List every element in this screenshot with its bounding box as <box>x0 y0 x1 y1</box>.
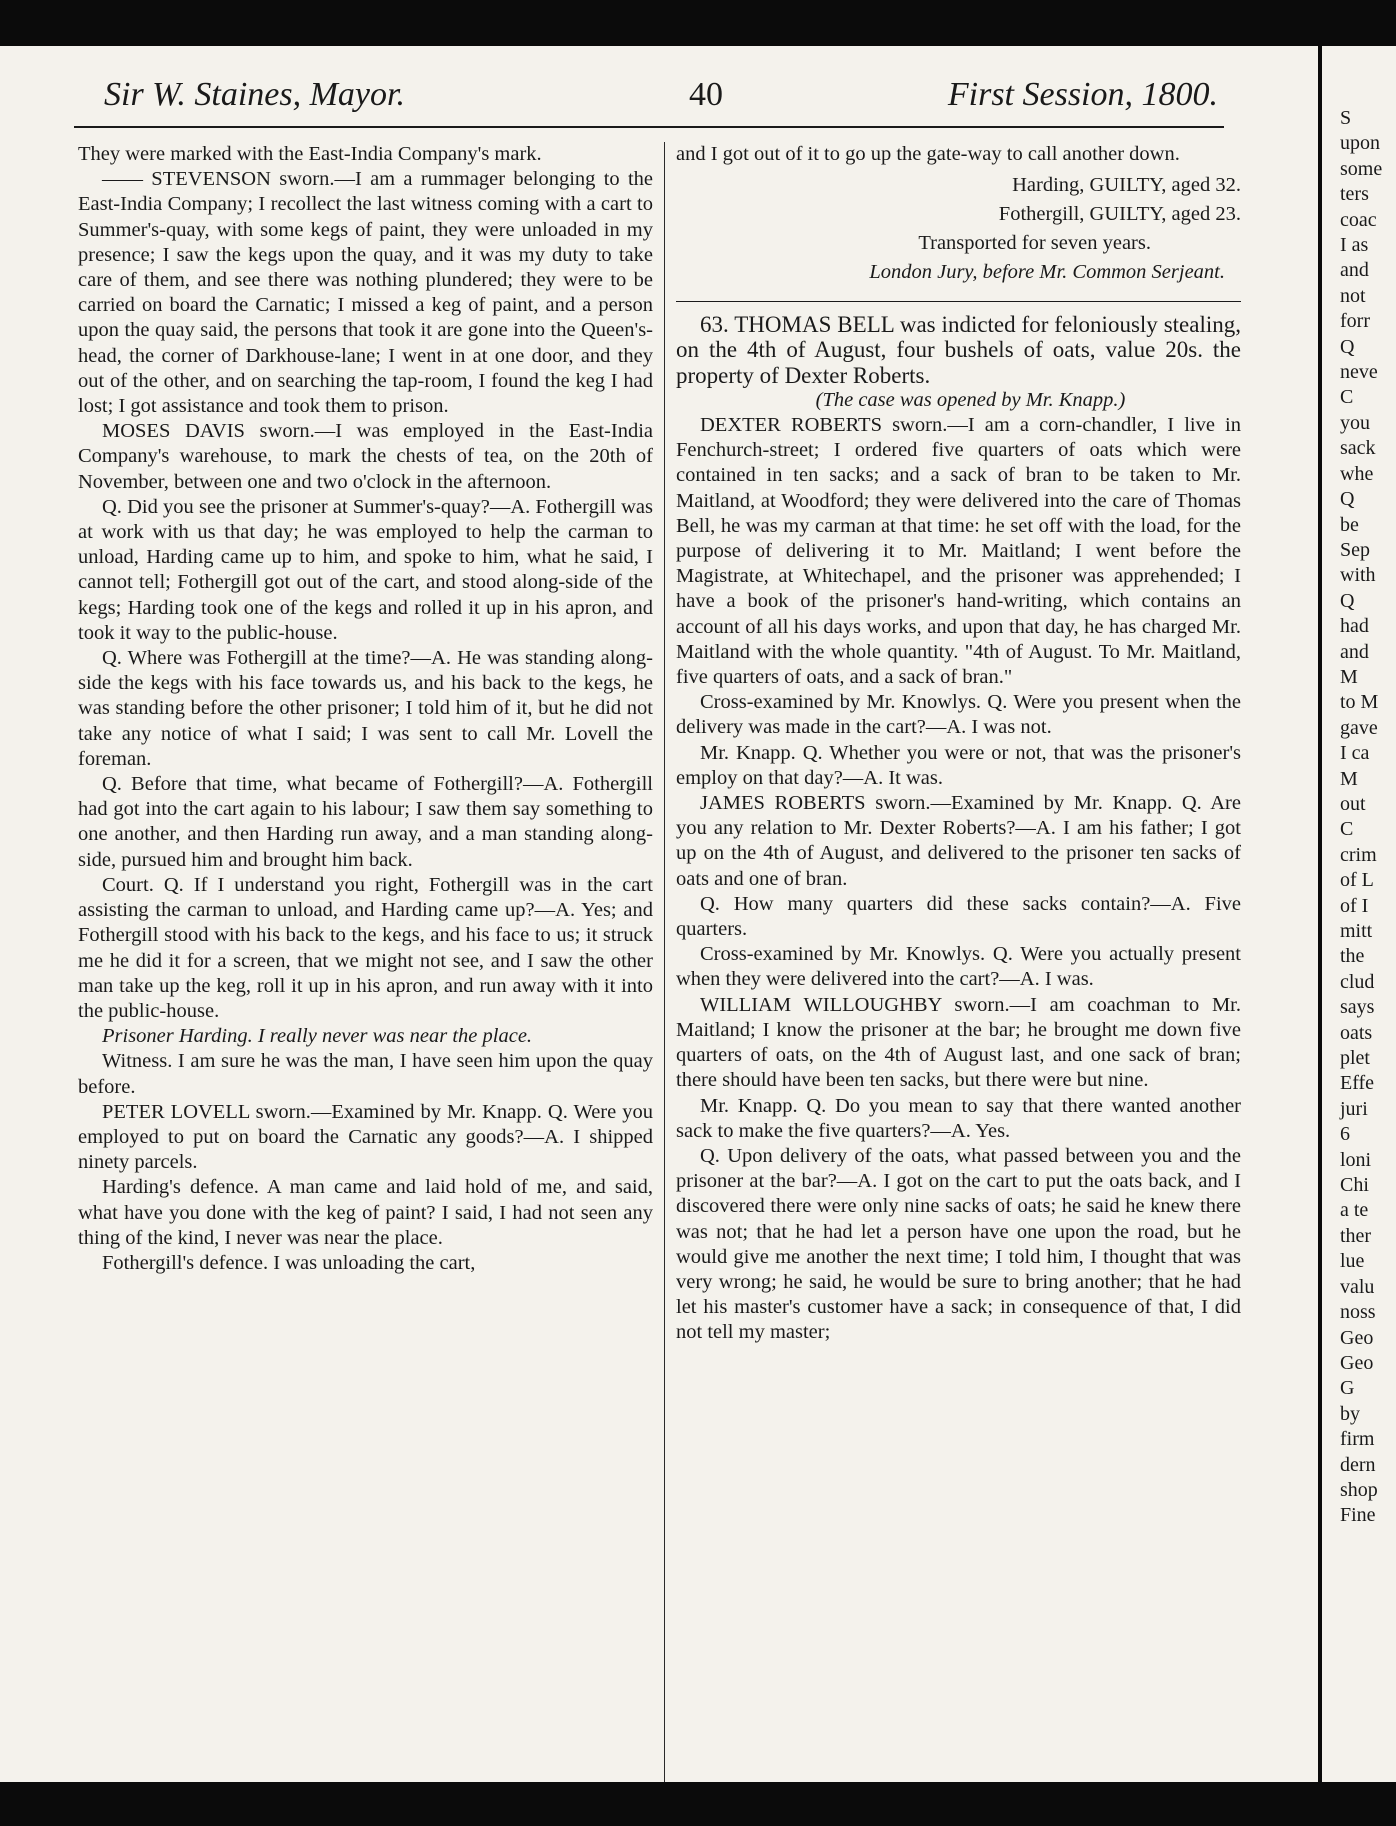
paragraph: Q. How many quarters did these sacks contain?—A. Five quarters. <box>676 892 1241 941</box>
adjacent-fragment: out <box>1340 792 1366 815</box>
adjacent-page-fragments <box>1322 46 1396 1529</box>
adjacent-page-edge <box>1322 46 1396 1782</box>
adjacent-fragment: of L <box>1340 869 1374 892</box>
adjacent-fragment: juri <box>1340 1097 1368 1120</box>
paragraph: Q. Where was Fothergill at the time?—A. He was standing along-side the kegs with his face towards us, and his back to the kegs, he was standing before the other prisoner; I told him of it, but he did not take any notice of what I said; I was sent to call Mr. Lovell the foreman. <box>78 647 653 770</box>
adjacent-fragment: ters <box>1340 183 1369 206</box>
paragraph: Q. Upon delivery of the oats, what passed between you and the prisoner at the bar?—A. I got on the cart to put the oats back, and I discovered there were only nine sacks of oats; he said he knew there was not; that he had let a person have one upon the road, but he would give me another the next time; I told him, I thought that was very wrong; he said, he would be sure to bring another; that he had let his master's customer have a sack; in consequence of that, I did not tell my master; <box>676 1144 1241 1344</box>
adjacent-fragment: Sep <box>1340 538 1370 561</box>
adjacent-fragment: loni <box>1340 1148 1372 1171</box>
paragraph: DEXTER ROBERTS sworn.—I am a corn-chandler, I live in Fenchurch-street; I ordered five quarters of oats which were contained in ten sacks; and a sack of bran to be taken to Mr. Maitland, at Woodford; they were delivered into the care of Thomas Bell, he was my carman at that time: he set off with the load, for the purpose of delivering it to Mr. Maitland; I went before the Magistrate, at Whitechapel, and the prisoner was apprehended; I have a book of the prisoner's hand-writing, which contains an account of all his days works, and upon that day, he has charged Mr. Maitland with the whole quantity. "4th of August. To Mr. Maitland, five quarters of oats, and a sack of bran." <box>676 414 1241 689</box>
adjacent-fragment: I ca <box>1340 742 1370 765</box>
paragraph: Court. Q. If I understand you right, Fothergill was in the cart assisting the carman to unload, and Harding came up?—A. Yes; and Fothergill stood with his back to the kegs, and his face to us; it struck me he did it for a screen, that we might not see, and I saw the other man take up the keg, roll it up in his apron, and run away with it into the public-house. <box>78 873 653 1022</box>
adjacent-fragment: had <box>1340 615 1369 638</box>
adjacent-fragment: clud <box>1340 970 1375 993</box>
paragraph: (The case was opened by Mr. Knapp.) <box>815 388 1126 411</box>
paragraph: Mr. Knapp. Q. Do you mean to say that there wanted another sack to make the five quarters?—A. Yes. <box>676 1094 1241 1142</box>
adjacent-fragment: ther <box>1340 1224 1372 1247</box>
case-heading: 63. THOMAS BELL was indicted for feloniously stealing, on the 4th of August, four bushels of oats, value 20s. the property of Dexter Roberts. <box>676 312 1241 388</box>
page-header <box>74 64 1224 128</box>
adjacent-fragment: noss <box>1340 1301 1376 1324</box>
adjacent-fragment: S <box>1340 107 1352 129</box>
adjacent-fragment: and <box>1340 640 1369 663</box>
adjacent-fragment: Chi <box>1340 1174 1369 1197</box>
verdict-block <box>676 171 1241 287</box>
right-column <box>676 142 1241 1346</box>
adjacent-fragment: you <box>1340 411 1370 434</box>
paragraph: and I got out of it to go up the gate-way to call another down. <box>676 143 1180 165</box>
paragraph: Cross-examined by Mr. Knowlys. Q. Were you present when the delivery was made in the cart?—A. I was not. <box>676 691 1241 739</box>
adjacent-fragment: be <box>1340 513 1359 536</box>
left-column <box>78 142 653 1276</box>
paragraph: Fothergill's defence. I was unloading the cart, <box>102 1251 476 1274</box>
paragraph: Prisoner Harding. I really never was near the place. <box>102 1025 533 1048</box>
adjacent-fragment: C <box>1340 386 1354 409</box>
adjacent-fragment: valu <box>1340 1275 1375 1298</box>
adjacent-fragment: sack <box>1340 437 1376 460</box>
adjacent-fragment: not <box>1340 284 1366 307</box>
adjacent-fragment: some <box>1340 157 1383 180</box>
paragraph: WILLIAM WILLOUGHBY sworn.—I am coachman to Mr. Maitland; I know the prisoner at the bar; he brought me down five quarters of oats, on the 4th of August last, and one sack of bran; there should have been ten sacks, but there were but nine. <box>676 993 1241 1092</box>
paragraph: They were marked with the East-India Company's mark. <box>78 143 542 165</box>
adjacent-fragment: Q <box>1340 335 1355 358</box>
adjacent-fragment: G <box>1340 1377 1355 1400</box>
paragraph: Q. Did you see the prisoner at Summer's-quay?—A. Fothergill was at work with us that day; he was employed to help the carman to unload, Harding came up to him, and spoke to him, what he said, I cannot tell; Fothergill got out of the cart, and stood along-side of the kegs; Harding took one of the kegs and rolled it up in his apron, and took it way to the public-house. <box>78 495 653 644</box>
adjacent-fragment: to M <box>1340 691 1379 714</box>
adjacent-fragment: Geo <box>1340 1351 1374 1374</box>
adjacent-fragment: a te <box>1340 1199 1369 1222</box>
adjacent-fragment: coac <box>1340 208 1377 231</box>
paragraph: MOSES DAVIS sworn.—I was employed in the East-India Company's warehouse, to mark the chests of tea, on the 20th of November, between one and two o'clock in the afternoon. <box>78 420 653 493</box>
adjacent-fragment: forr <box>1340 310 1370 333</box>
adjacent-fragment: the <box>1340 945 1365 968</box>
adjacent-fragment: crim <box>1340 843 1377 866</box>
adjacent-fragment: with <box>1340 564 1376 587</box>
adjacent-fragment: C <box>1340 818 1354 841</box>
adjacent-fragment: upon <box>1340 132 1380 155</box>
paragraph: PETER LOVELL sworn.—Examined by Mr. Knapp. Q. Were you employed to put on board the Carnatic any goods?—A. I shipped ninety parcels. <box>78 1100 653 1174</box>
adjacent-fragment: shop <box>1340 1478 1378 1501</box>
adjacent-fragment: M <box>1340 665 1358 688</box>
adjacent-fragment: lue <box>1340 1250 1365 1273</box>
adjacent-fragment: M <box>1340 767 1358 790</box>
paragraph: JAMES ROBERTS sworn.—Examined by Mr. Knapp. Q. Are you any relation to Mr. Dexter Roberts?—A. I am his father; I got up on the 4th of August, and delivered to the prisoner ten sacks of oats and one of bran. <box>676 792 1241 890</box>
case-separator <box>676 301 1241 302</box>
adjacent-fragment: gave <box>1340 716 1378 739</box>
adjacent-fragment: and <box>1340 259 1369 282</box>
adjacent-fragment: Geo <box>1340 1326 1374 1349</box>
adjacent-fragment: whe <box>1340 462 1374 485</box>
adjacent-fragment: by <box>1340 1402 1360 1425</box>
page-number: 40 <box>689 76 723 113</box>
adjacent-fragment: neve <box>1340 361 1378 384</box>
adjacent-fragment: dern <box>1340 1453 1376 1476</box>
header-mayor: Sir W. Staines, Mayor. <box>104 76 405 113</box>
adjacent-fragment: of I <box>1340 894 1369 917</box>
column-divider <box>664 142 665 1782</box>
paragraph: —— STEVENSON sworn.—I am a rummager belonging to the East-India Company; I recollect the last witness coming with a cart to Summer's-quay, with some kegs of paint, they were unloaded in my presence; I saw the kegs upon the quay, and it was my duty to take care of them, and see there was nothing plundered; they were to be carried on board the Carnatic; I missed a keg of paint, and a person upon the quay said, the persons that took it are gone into the Queen's-head, the corner of Darkhouse-lane; I went in at one door, and they out of the other, and on searching the tap-room, I found the keg I had lost; I got assistance and took them to prison. <box>78 168 653 418</box>
adjacent-fragment: mitt <box>1340 920 1373 942</box>
adjacent-fragment: plet <box>1340 1047 1370 1070</box>
scan-border <box>0 1782 1396 1826</box>
paragraph: Witness. I am sure he was the man, I have seen him upon the quay before. <box>78 1050 653 1098</box>
adjacent-fragment: says <box>1340 996 1375 1019</box>
header-session: First Session, 1800. <box>947 76 1218 113</box>
document-page <box>0 46 1318 1782</box>
verdict-line: Harding, GUILTY, aged 32. <box>1012 174 1241 197</box>
verdict-line: Fothergill, GUILTY, aged 23. <box>998 203 1241 226</box>
paragraph: Q. Before that time, what became of Fothergill?—A. Fothergill had got into the cart again to his labour; I saw them say something to one another, and then Harding run away, and a man standing along-side, pursued him and brought him back. <box>78 773 653 871</box>
paragraph: Harding's defence. A man came and laid hold of me, and said, what have you done with the keg of paint? I said, I had not seen any thing of the kind, I never was near the place. <box>78 1176 653 1249</box>
adjacent-fragment: Q <box>1340 589 1355 612</box>
paragraph: Cross-examined by Mr. Knowlys. Q. Were you actually present when they were delivered into the cart?—A. I was. <box>676 943 1241 991</box>
adjacent-fragment: Effe <box>1340 1072 1375 1095</box>
sentence-line: Transported for seven years. <box>918 232 1151 255</box>
adjacent-fragment: 6 <box>1340 1123 1350 1146</box>
adjacent-fragment: I as <box>1340 234 1369 257</box>
adjacent-fragment: firm <box>1340 1428 1375 1451</box>
adjacent-fragment: Q <box>1340 488 1355 511</box>
jury-line: London Jury, before Mr. Common Serjeant. <box>869 261 1225 284</box>
adjacent-fragment: Fine <box>1340 1504 1376 1527</box>
adjacent-fragment: oats <box>1340 1021 1373 1044</box>
paragraph: Mr. Knapp. Q. Whether you were or not, that was the prisoner's employ on that day?—A. It was. <box>676 741 1241 789</box>
